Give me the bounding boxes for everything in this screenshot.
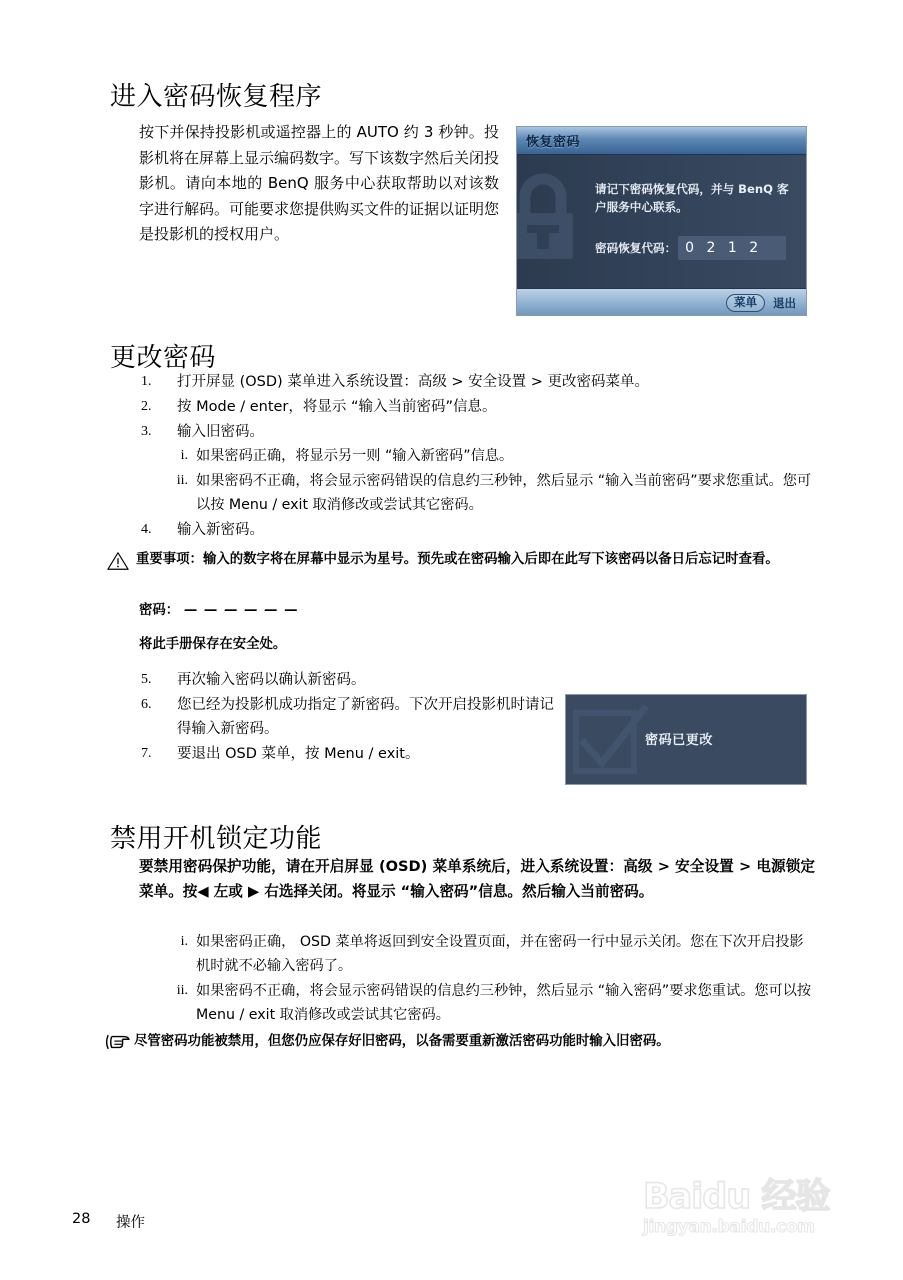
list-number: 5.: [141, 672, 152, 687]
list-number: 6.: [141, 697, 152, 712]
osd-body: [517, 155, 806, 288]
list-text: 要退出 OSD 菜单，按 Menu / exit。: [177, 746, 420, 762]
list-text: 按 Mode / enter，将显示 “输入当前密码”信息。: [177, 399, 497, 415]
list-text: 您已经为投影机成功指定了新密码。下次开启投影机时请记得输入新密码。: [177, 697, 554, 737]
footer-page-number: 28: [72, 1211, 91, 1227]
list-number: 4.: [141, 522, 152, 537]
list-number: 1.: [141, 374, 152, 389]
watermark-brand: Baidu 经验: [643, 1177, 830, 1217]
tip-note-text: 尽管密码功能被禁用，但您仍应保存好旧密码，以备需要重新激活密码功能时输入旧密码。: [134, 1034, 670, 1049]
osd-message: 请记下密码恢复代码，并与 BenQ 客户服务中心联系。: [595, 182, 789, 214]
osd-menu-button: 菜单: [726, 294, 765, 312]
password-write-line: [139, 600, 299, 621]
list-text: 打开屏显 (OSD) 菜单进入系统设置：高级 > 安全设置 > 更改密码菜单。: [177, 374, 650, 390]
change-password-steps-5-7: [139, 668, 559, 767]
important-note: [106, 549, 818, 574]
watermark-url: jingyan.baidu.com: [643, 1217, 815, 1237]
disable-lock-substeps: [170, 930, 815, 1028]
list-number: 3.: [141, 424, 152, 439]
footer-section-name: 操作: [116, 1215, 145, 1231]
list-text: 输入旧密码。: [177, 424, 264, 440]
osd-exit-label: 退出: [773, 296, 796, 310]
change-password-steps-1-3: [139, 370, 811, 445]
list-number: i.: [180, 448, 188, 463]
paragraph-disable-power-lock: 要禁用密码保护功能，请在开启屏显 (OSD) 菜单系统后，进入系统设置：高级 > 安全设置 > 电源锁定菜单。按◀ 左或 ▶ 右选择关闭。将显示 “输入密码”信息。然后输入当前密码。: [139, 858, 815, 900]
list-number: ii.: [176, 983, 188, 998]
list-item: [139, 420, 811, 444]
paragraph-recovery-procedure: 按下并保持投影机或遥控器上的 AUTO 约 3 秒钟。投影机将在屏幕上显示编码数字。写下该数字然后关闭投影机。请向本地的 BenQ 服务中心获取帮助以对该数字进行解码。可能要求您提供购买文件的证据以证明您是投影机的授权用户。: [139, 123, 500, 243]
change-password-substeps: [170, 444, 815, 518]
list-item: [139, 370, 811, 394]
list-item: [139, 518, 811, 542]
list-item: [139, 395, 811, 419]
osd-code-row: [595, 236, 786, 260]
osd-title: 恢复密码: [526, 135, 581, 150]
osd-recovery-password-dialog: [516, 126, 807, 316]
list-item: [170, 979, 815, 1027]
list-item: [139, 742, 559, 766]
list-text: 如果密码正确， OSD 菜单将返回到安全设置页面，并在密码一行中显示关闭。您在下次开启投影机时就不必输入密码了。: [196, 934, 804, 974]
list-text: 再次输入密码以确认新密码。: [177, 672, 366, 688]
password-line-label: 密码：: [139, 603, 180, 618]
list-item: [170, 930, 815, 978]
list-number: 2.: [141, 399, 152, 414]
osd-code-field: [678, 236, 786, 260]
list-number: i.: [180, 934, 188, 949]
list-text: 如果密码正确，将显示另一则 “输入新密码”信息。: [196, 448, 514, 464]
heading-change-password: 更改密码: [110, 343, 217, 373]
list-item: [139, 668, 559, 692]
list-item: [139, 693, 559, 741]
osd-code-label: 密码恢复代码：: [595, 241, 677, 255]
osd-password-changed-dialog: [565, 694, 807, 785]
list-item: [170, 444, 815, 468]
tip-note: [104, 1031, 820, 1056]
list-item: [170, 469, 815, 517]
change-password-step-4: [139, 518, 811, 543]
heading-recovery-procedure: 进入密码恢复程序: [110, 82, 323, 112]
warning-triangle-icon: [106, 550, 136, 574]
pointing-hand-icon: [104, 1032, 134, 1056]
heading-disable-power-lock: 禁用开机锁定功能: [110, 824, 323, 854]
baidu-watermark: [643, 1178, 863, 1250]
list-text: 输入新密码。: [177, 522, 264, 538]
osd-changed-message: 密码已更改: [644, 733, 713, 748]
osd-titlebar: [517, 127, 806, 155]
padlock-watermark-icon: [517, 173, 587, 265]
osd-code-value: 0 2 1 2: [685, 240, 763, 256]
list-text: 如果密码不正确，将会显示密码错误的信息约三秒钟，然后显示 “输入密码”要求您重试。您可以按 Menu / exit 取消修改或尝试其它密码。: [196, 983, 812, 1023]
password-line-blanks: — — — — — —: [183, 603, 299, 618]
osd-footer: [517, 288, 806, 316]
keep-manual-note: 将此手册保存在安全处。: [139, 637, 287, 652]
list-text: 如果密码不正确，将会显示密码错误的信息约三秒钟，然后显示 “输入当前密码”要求您重试。您可以按 Menu / exit 取消修改或尝试其它密码。: [196, 473, 812, 513]
important-note-text: 重要事项：输入的数字将在屏幕中显示为星号。预先或在密码输入后即在此写下该密码以备日后忘记时查看。: [136, 552, 779, 567]
list-number: 7.: [141, 746, 152, 761]
list-number: ii.: [176, 473, 188, 488]
